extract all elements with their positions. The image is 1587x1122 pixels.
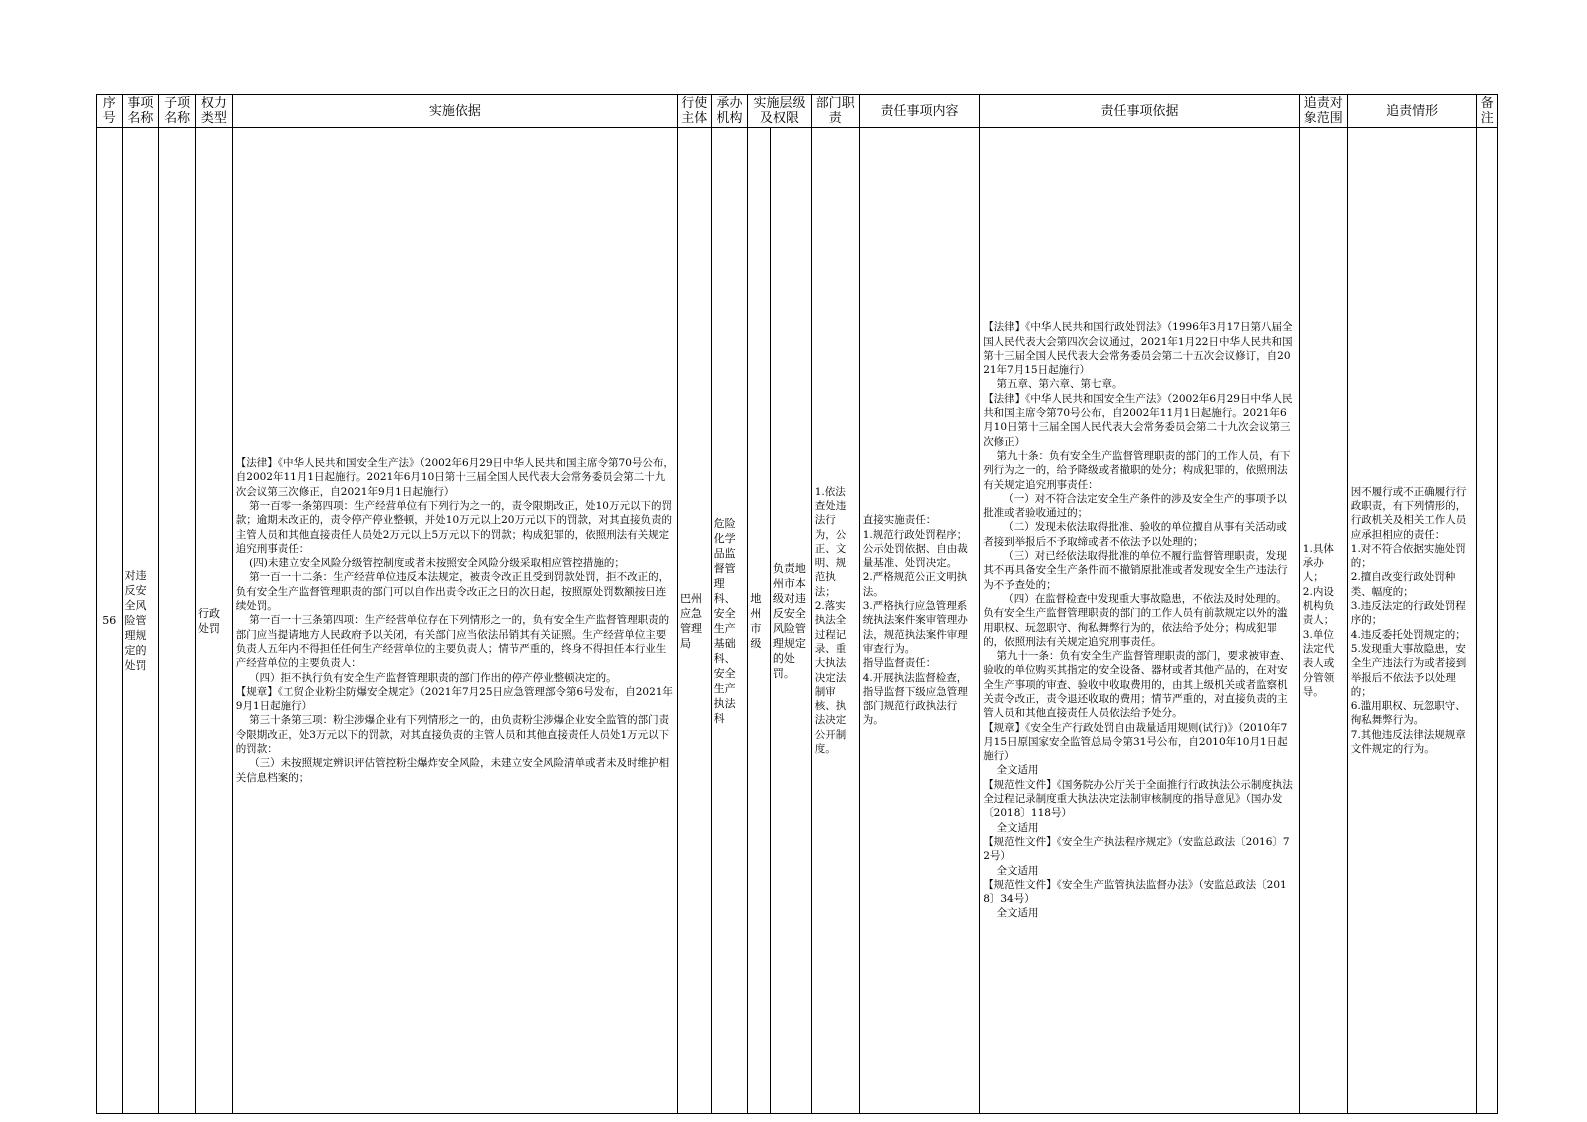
header-remarks: 备注 [1477,95,1498,128]
header-dept-duty: 部门职责 [811,95,859,128]
header-account-cases: 追责情形 [1347,95,1477,128]
cell-level-main [748,128,770,1114]
cell-subject [677,128,711,1114]
header-resp-content: 责任事项内容 [859,95,979,128]
resp-content-text: 直接实施责任： 1.规范行政处罚程序；公示处罚依据、自由裁量基准、处罚决定。 2.严格规范公正文明执法。 3.严格执行应急管理系统执法案件案审管理办法，规范执法案件审理审查行为。 指导监督责任： 4.开展执法监督检查，指导监督下级应急管理部门规范行政执法行为。 [862,514,968,727]
cell-account-scope [1299,128,1347,1114]
header-subject: 行使主体 [677,95,711,128]
basis-text: 【法律】《中华人民共和国安全生产法》（2002年6月29日中华人民共和国主席令第70号公布，自2002年11月1日起施行。2021年6月10日第十三届全国人民代表大会常务委员会第二十九次会议第三次修正，自2021年9月1日起施行） 第一百零一条第四项：生产经营单位有下列行为之一的，责令限期改正，处10万元以下的罚款；逾期未改正的，责令停产停业整顿，并处10万元以上20万元以下的罚款，对其直接负责的主管人员和其他直接责任人员处2万元以上5万元以下的罚款；构成犯罪的，依照刑法有关规定追究刑事责任： (四)未建立安全风险分级管控制度或者未按照安全风险分级采取相应管控措施的； 第一百一十二条：生产经营单位违反本法规定，被责令改正且受到罚款处罚，拒不改正的，负有安全生产监督管理职责的部门可以自作出责令改正之日的次日起，按照原处罚数额按日连续处罚。 第一百一十三条第四项：生产经营单位存在下列情形之一的，负有安全生产监督管理职责的部门应当提请地方人民政府予以关闭，有关部门应当依法吊销其有关证照。生产经营单位主要负责人五年内不得担任任何生产经营单位的主要负责人；情节严重的，终身不得担任本行业生产经营单位的主要负责人： （四）拒不执行负有安全生产监督管理职责的部门作出的停产停业整顿决定的。 【规章】《工贸企业粉尘防爆安全规定》（2021年7月25日应急管理部令第6号发布，自2021年9月1日起施行） 第三十条第三项：粉尘涉爆企业有下列情形之一的，由负责粉尘涉爆企业安全监管的部门责令限期改正，处3万元以下的罚款，对其直接负责的主管人员和其他直接责任人员处1万元以下的罚款： （三）未按照规定辨识评估管控粉尘爆炸安全风险，未建立安全风险清单或者未及时维护相关信息档案的； [235,457,674,784]
account-cases-text: 因不履行或不正确履行行政职责，有下列情形的，行政机关及相关工作人员应承担相应的责任： 1.对不符合依据实施处罚的； 2.擅自改变行政处罚种类、幅度的； 3.违反法定的行政处罚程序的； 4.违反委托处罚规定的； 5.发现重大事故隐患，安全生产违法行为或者接到举报后不依法予以处理的； 6.滥用职权、玩忽职守、徇私舞弊行为。 7.其他违反法律法规规章文件规定的行为。 [1350,485,1467,756]
cell-basis [232,128,677,1114]
power-list-table [96,94,1498,1114]
table-header [97,95,1498,128]
level-main-text: 地州市级 [750,591,762,650]
cell-level-scope [770,128,811,1114]
cell-resp-basis [980,128,1300,1114]
header-sub-item-name: 子项名称 [159,95,196,128]
account-scope-text: 1.具体承办人； 2.内设机构负责人； 3.单位法定代表人或分管领导。 [1302,542,1335,698]
header-row [97,95,1498,128]
header-level: 实施层级及权限 [748,95,811,128]
agency-text: 危险化学品监督管理科、安全生产基础科、安全生产执法科 [713,516,736,725]
cell-item-name [122,128,159,1114]
dept-duty-text: 1.依法查处违法行为，公正、文明、规范执法； 2.落实执法全过程记录、重大执法决定法制审核、执法决定公开制度。 [814,485,847,756]
seq-text: 56 [102,614,117,627]
header-agency: 承办机构 [711,95,748,128]
header-basis: 实施依据 [232,95,677,128]
header-account-scope: 追责对象范围 [1299,95,1347,128]
cell-account-cases [1347,128,1477,1114]
cell-remarks [1477,128,1498,1114]
resp-basis-text: 【法律】《中华人民共和国行政处罚法》（1996年3月17日第八届全国人民代表大会第四次会议通过，2021年1月22日中华人民共和国第十三届全国人民代表大会常务委员会第二十五次会议修订，自2021年7月15日起施行） 第五章、第六章、第七章。 【法律】《中华人民共和国安全生产法》（2002年6月29日中华人民共和国主席令第70号公布，自2002年11月1日起施行。2021年6月10日第十三届全国人民代表大会常务委员会第二十九次会议第三次修正） 第九十条：负有安全生产监督管理职责的部门的工作人员，有下列行为之一的，给予降级或者撤职的处分；构成犯罪的，依照刑法有关规定追究刑事责任： （一）对不符合法定安全生产条件的涉及安全生产的事项予以批准或者验收通过的； （二）发现未依法取得批准、验收的单位擅自从事有关活动或者接到举报后不予取缔或者不依法予以处理的； （三）对已经依法取得批准的单位不履行监督管理职责，发现其不再具备安全生产条件而不撤销原批准或者发现安全生产违法行为不予查处的； （四）在监督检查中发现重大事故隐患，不依法及时处理的。负有安全生产监督管理职责的部门的工作人员有前款规定以外的滥用职权、玩忽职守、徇私舞弊行为的，依法给予处分；构成犯罪的，依照刑法有关规定追究刑事责任。 第九十一条：负有安全生产监督管理职责的部门，要求被审查、验收的单位购买其指定的安全设备、器材或者其他产品的，在对安全生产事项的审查、验收中收取费用的，由其上级机关或者监察机关责令改正，责令退还收取的费用；情节严重的，对直接负责的主管人员和其他直接责任人员依法给予处分。 【规章】《安全生产行政处罚自由裁量适用规则(试行)》（2010年7月15日原国家安全监管总局令第31号公布，自2010年10月1日起施行） 全文适用 【规范性文件】《国务院办公厅关于全面推行行政执法公示制度执法全过程记录制度重大执法决定法制审核制度的指导意见》（国办发〔2018〕118号） 全文适用 【规范性文件】《安全生产执法程序规定》（安监总政法〔2016〕72号） 全文适用 【规范性文件】《安全生产监管执法监督办法》（安监总政法〔2018〕34号） 全文适用 [983,321,1293,920]
cell-seq [97,128,123,1114]
table-row [97,128,1498,1114]
item-name-text: 对违反安全风险管理规定的处罚 [124,569,147,672]
header-item-name: 事项名称 [122,95,159,128]
level-scope-text: 负责地州市本级对违反安全风险管理规定的处罚。 [772,561,806,680]
header-power-type: 权力类型 [196,95,233,128]
cell-power-type [196,128,233,1114]
cell-sub-item-name [159,128,196,1114]
header-resp-basis: 责任事项依据 [980,95,1300,128]
cell-resp-content [859,128,979,1114]
power-type-text: 行政处罚 [198,606,221,635]
header-seq: 序号 [97,95,123,128]
subject-text: 巴州应急管理局 [679,591,702,650]
cell-agency [711,128,748,1114]
cell-dept-duty [811,128,859,1114]
